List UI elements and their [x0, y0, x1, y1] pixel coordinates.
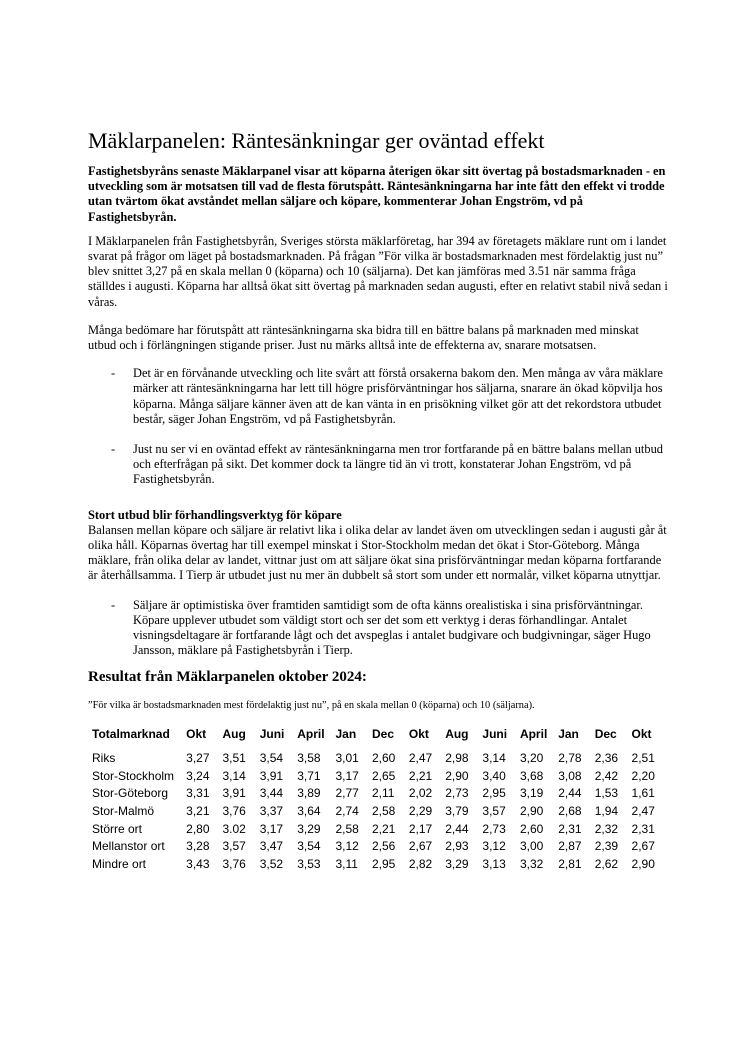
- table-cell: 2,17: [408, 821, 433, 836]
- table-cell: 2,02: [408, 786, 433, 801]
- table-cell: 2,44: [445, 821, 469, 836]
- table-cell: 3,27: [186, 750, 210, 765]
- table-cell: 2,78: [558, 750, 582, 765]
- table-cell: 2,39: [594, 839, 619, 854]
- table-cell: 2,73: [482, 821, 506, 836]
- section-heading: Stort utbud blir förhandlingsverktyg för köpare: [88, 507, 342, 522]
- table-cell: 3,17: [335, 768, 359, 783]
- table-cell: 3,17: [259, 821, 284, 836]
- column-header-period: Juni: [482, 727, 508, 742]
- table-cell: 2,36: [594, 750, 619, 765]
- table-row: [92, 803, 668, 821]
- quote-item: [88, 598, 668, 659]
- table-row: [92, 856, 668, 874]
- row-label: Riks: [92, 750, 116, 765]
- table-cell: 3,76: [222, 803, 246, 818]
- quote-list: [88, 366, 668, 487]
- row-label: Stor-Malmö: [92, 803, 155, 818]
- table-cell: 2,95: [372, 857, 396, 872]
- table-cell: 3,47: [259, 839, 284, 854]
- table-cell: 3,29: [445, 857, 469, 872]
- table-cell: 2,90: [631, 857, 655, 872]
- table-row: [92, 750, 668, 768]
- table-cell: 2,81: [558, 857, 582, 872]
- table-row: [92, 767, 668, 785]
- table-cell: 3,00: [519, 839, 544, 854]
- table-cell: 3,79: [445, 803, 469, 818]
- table-cell: 2,20: [631, 768, 655, 783]
- table-cell: 3,14: [482, 750, 506, 765]
- table-cell: 2,68: [558, 803, 582, 818]
- results-heading: Resultat från Mäklarpanelen oktober 2024:: [88, 669, 367, 686]
- table-cell: 3,29: [297, 821, 321, 836]
- table-cell: 2,21: [408, 768, 433, 783]
- table-cell: 3,54: [297, 839, 321, 854]
- table-row: [92, 820, 668, 838]
- table-cell: 3,44: [259, 786, 284, 801]
- table-cell: 3,43: [186, 857, 210, 872]
- table-cell: 3,40: [482, 768, 506, 783]
- table-cell: 2,31: [558, 821, 582, 836]
- row-label: Mindre ort: [92, 857, 147, 872]
- table-cell: 2,65: [372, 768, 396, 783]
- table-cell: 2,44: [558, 786, 582, 801]
- table-cell: 2,82: [408, 857, 433, 872]
- column-header-period: Aug: [222, 727, 246, 742]
- quote-item: [88, 442, 668, 488]
- column-header-period: Dec: [594, 727, 617, 742]
- column-header-period: April: [519, 727, 548, 742]
- paragraph-1: I Mäklarpanelen från Fastighetsbyrån, Sveriges största mäklarföretag, har 394 av företagets mäklare runt om i landet svarat på frågor om läget på bostadsmarknaden. På frågan ”För vilka är bostadsmarknaden mest fördelaktig just nu” blev snittet 3,27 på en skala mellan 0 (köparna) och 10 (säljarna). Det kan jämföras med 3.51 när samma fråga ställdes i augusti. Köparna har alltså ökat sitt övertag på marknaden sedan augusti, efter en relativt stabil nivå sedan i våras.: [88, 233, 668, 309]
- row-label: Mellanstor ort: [92, 839, 165, 854]
- column-header-period: April: [297, 727, 325, 742]
- table-cell: 3,91: [259, 768, 284, 783]
- table-cell: 2,32: [594, 821, 619, 836]
- table-cell: 3,54: [259, 750, 284, 765]
- bullet-dash: -: [111, 597, 116, 612]
- column-header-region: Totalmarknad: [92, 727, 170, 742]
- table-cell: 3,89: [297, 786, 321, 801]
- table-header-row: [92, 726, 668, 750]
- table-cell: 3,21: [186, 803, 210, 818]
- table-cell: 3,11: [335, 857, 358, 872]
- table-row: [92, 838, 668, 856]
- table-cell: 2,11: [372, 786, 395, 801]
- table-cell: 3,58: [297, 750, 321, 765]
- article-title: Mäklarpanelen: Räntesänkningar ger oväntad effekt: [88, 128, 545, 153]
- table-cell: 3,20: [519, 750, 544, 765]
- table-body: [92, 750, 668, 874]
- table-cell: 3,32: [519, 857, 544, 872]
- table-cell: 3,53: [297, 857, 321, 872]
- table-cell: 1,94: [594, 803, 619, 818]
- row-label: Stor-Stockholm: [92, 768, 175, 783]
- table-cell: 2,21: [372, 821, 396, 836]
- paragraph-2: Många bedömare har förutspått att räntesänkningarna ska bidra till en bättre balans på marknaden med minskat utbud och i förlängningen stigande priser. Just nu märks alltså inte de effekterna av, snarare motsatsen.: [88, 322, 639, 353]
- column-header-period: Aug: [445, 727, 469, 742]
- table-cell: 3,71: [297, 768, 321, 783]
- table-cell: 3,13: [482, 857, 506, 872]
- table-cell: 2,58: [372, 803, 396, 818]
- table-cell: 2,58: [335, 821, 359, 836]
- bullet-dash: -: [111, 442, 116, 457]
- column-header-period: Okt: [186, 727, 207, 742]
- table-cell: 2,90: [445, 768, 469, 783]
- results-caption: ”För vilka är bostadsmarknaden mest fördelaktig just nu”, på en skala mellan 0 (köparna) och 10 (säljarna).: [88, 700, 535, 712]
- table-cell: 3,12: [482, 839, 506, 854]
- table-cell: 3,12: [335, 839, 359, 854]
- table-cell: 2,95: [482, 786, 506, 801]
- table-cell: 2,90: [519, 803, 544, 818]
- table-cell: 2,29: [408, 803, 433, 818]
- table-cell: 2,47: [631, 803, 655, 818]
- table-cell: 3,91: [222, 786, 246, 801]
- table-cell: 2,67: [631, 839, 655, 854]
- table-cell: 2,60: [372, 750, 396, 765]
- article-lead: Fastighetsbyråns senaste Mäklarpanel visar att köparna återigen ökar sitt övertag på bostadsmarknaden - en utveckling som är motsatsen till vad de flesta förutspått. Räntesänkningarna har inte fått den effekt vi trodde utan tvärtom ökat avståndet mellan säljare och köpare, kommenterar Johan Engström, vd på Fastighetsbyrån.: [88, 164, 666, 224]
- table-cell: 3,01: [335, 750, 359, 765]
- table-cell: 3,31: [186, 786, 210, 801]
- column-header-period: Jan: [558, 727, 579, 742]
- table-cell: 3,57: [222, 839, 246, 854]
- table-cell: 2,51: [631, 750, 655, 765]
- section-paragraph: Balansen mellan köpare och säljare är relativt lika i olika delar av landet även om utvecklingen sedan i augusti går åt olika håll. Köparnas övertag har till exempel minskat i Stor-Stockholm medan det ökat i Stor-Göteborg. Många mäklare, från olika delar av landet, vittnar just om att säljare ökat sina prisförväntningar medan köparna fortfarande är återhållsamma. I Tierp är utbudet just nu mer än dubbelt så stort som under ett normalår, vilket köparna utnyttjar.: [88, 522, 667, 583]
- table-cell: 3.02: [222, 821, 246, 836]
- table-cell: 3,52: [259, 857, 284, 872]
- table-cell: 3,57: [482, 803, 506, 818]
- table-cell: 2,87: [558, 839, 582, 854]
- table-cell: 2,67: [408, 839, 433, 854]
- column-header-period: Okt: [631, 727, 652, 742]
- table-cell: 2,42: [594, 768, 619, 783]
- column-header-period: Okt: [408, 727, 429, 742]
- table-cell: 3,24: [186, 768, 210, 783]
- table-cell: 3,64: [297, 803, 321, 818]
- quote-text: Det är en förvånande utveckling och lite svårt att förstå orsakerna bakom den. Men många av våra mäklare märker att räntesänkningarna har lett till högre prisförväntningar hos säljarna, snarare än ökad köpvilja hos köparna. Många säljare känner även att de kan vänta in en prisökning vilket gör att det rekordstora utbudet består, säger Johan Engström, vd på Fastighetsbyrån.: [133, 366, 663, 426]
- quote-text: Säljare är optimistiska över framtiden samtidigt som de ofta känns orealistiska i sina prisförväntningar. Köpare upplever utbudet som väldigt stort och ser det som ett verktyg i deras förhandlingar. Antalet visningsdeltagare är fortfarande lågt och det avspeglas i antalet budgivare och budgivningar, säger Hugo Jansson, mäklare på Fastighetsbyrån i Tierp.: [133, 597, 651, 658]
- table-cell: 3,51: [222, 750, 246, 765]
- quote-text: Just nu ser vi en oväntad effekt av räntesänkningarna men tror fortfarande på en bättre balans mellan utbud och efterfrågan på sikt. Det kommer dock ta längre tid än vi trott, konstaterar Johan Engström, vd på Fastighetsbyrån.: [133, 442, 663, 487]
- results-table: [92, 726, 668, 874]
- table-cell: 3,28: [186, 839, 210, 854]
- table-cell: 2,74: [335, 803, 359, 818]
- bullet-dash: -: [111, 366, 116, 381]
- table-row: [92, 785, 668, 803]
- table-cell: 3,76: [222, 857, 246, 872]
- column-header-period: Jan: [335, 727, 357, 742]
- quote-item: [88, 366, 668, 427]
- column-header-period: Juni: [259, 727, 285, 742]
- table-cell: 2,47: [408, 750, 433, 765]
- row-label: Stor-Göteborg: [92, 786, 169, 801]
- table-cell: 3,19: [519, 786, 544, 801]
- table-cell: 1,53: [594, 786, 619, 801]
- table-cell: 2,93: [445, 839, 469, 854]
- table-cell: 2,77: [335, 786, 359, 801]
- table-cell: 2,73: [445, 786, 469, 801]
- table-cell: 3,14: [222, 768, 246, 783]
- table-cell: 3,68: [519, 768, 544, 783]
- table-cell: 2,31: [631, 821, 655, 836]
- section-quote-list: [88, 598, 668, 659]
- table-cell: 2,80: [186, 821, 210, 836]
- table-cell: 2,62: [594, 857, 619, 872]
- table-cell: 2,56: [372, 839, 396, 854]
- row-label: Större ort: [92, 821, 143, 836]
- table-cell: 3,37: [259, 803, 284, 818]
- document-page: [88, 128, 668, 874]
- table-cell: 3,08: [558, 768, 582, 783]
- table-cell: 2,60: [519, 821, 544, 836]
- table-cell: 1,61: [631, 786, 655, 801]
- table-cell: 2,98: [445, 750, 469, 765]
- column-header-period: Dec: [372, 727, 395, 742]
